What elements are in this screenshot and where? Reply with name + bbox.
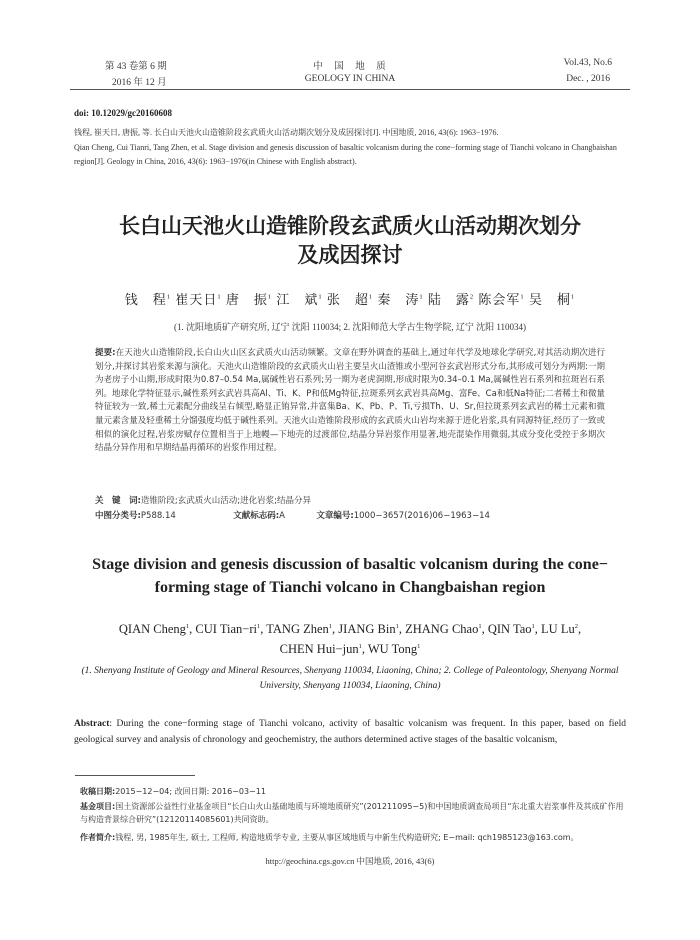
cn-title-line2: 及成因探讨 xyxy=(297,243,403,267)
cn-doc-label: 文献标志码: xyxy=(233,511,280,521)
cn-abstract xyxy=(95,347,605,456)
en-title-line2: forming stage of Tianchi volcano in Changbaishan region xyxy=(154,579,546,596)
cn-abstract-text: 在天池火山造锥阶段,长白山火山区玄武质火山活动频繁。文章在野外调查的基础上,通过年代学及地球化学研究,对其活动期次进行划分,并探讨其岩浆来源与演化。天池火山造锥阶段的玄武质火山岩主要呈火山渣锥或小型河谷玄武岩形式分布,其形成可划分为两期:一期为老房子小山期,形成时限为0.87–0.54 Ma,属碱性岩石系列;另一期为老虎洞期,形成时限为0.34–0.1 Ma,属碱性岩石系列和拉斑岩石系列。地球化学特征显示,碱性系列玄武岩具高Al、Ti、K、P和低Mg特征,拉斑系列玄武岩具高Mg、富Fe、Ca和低Na特征;二者稀土和微量特征较为一致,稀土元素配分曲线呈右倾型,略显正铕异常,并富集Ba、K、Pb、P、Ti,亏损Th、U、Sr,但拉斑系列玄武岩的稀土元素和微量元素含量及轻重稀土分馏强度均低于碱性系列。天池火山造锥阶段形成的玄武质火山岩均来源于进化岩浆,具有同源特征,经历了一致或相似的演化过程,岩浆房赋存位置相当于上地幔—下地壳的过渡部位,结晶分异岩浆作用显著,地壳混染作用微弱,其成分变化受控于多期次结晶分异作用和早期结晶再循环的岩浆作用过程。 xyxy=(95,348,605,454)
cn-keywords xyxy=(95,495,605,509)
en-abstract-label: Abstract xyxy=(74,719,110,729)
fund-value: 国土资源部公益性行业基金项目“长白山火山基础地质与环境地质研究”(201211095−5)和中国地质调查局项目“东北重大岩浆事件及其成矿作用与构造背景综合研究”(12120114085601)共同资助。 xyxy=(80,802,624,824)
cn-author: 秦 涛$^1$ xyxy=(377,292,424,307)
cn-article-label: 文章编号: xyxy=(316,511,354,521)
cn-class-label: 中图分类号: xyxy=(95,511,141,521)
footnote-author xyxy=(80,832,630,845)
en-affiliation: (1. Shenyang Institute of Geology and Mineral Resources, Shenyang 110034, Liaoning, China; 2. College of Paleontology, Shenyang Normal University, Shenyang 110034, Liaoning, China) xyxy=(81,666,619,691)
received-label: 收稿日期: xyxy=(80,787,116,796)
footnote-received xyxy=(80,786,630,799)
cn-keywords-label: 关 键 词: xyxy=(95,496,141,506)
doi: doi: 10.12029/gc20160608 xyxy=(74,108,172,118)
fund-label: 基金项目: xyxy=(80,802,116,811)
en-author: JIANG Bin$^1$, xyxy=(338,622,402,637)
cn-author: 江 斌$^1$ xyxy=(276,292,323,307)
en-author: CHEN Hui−jun$^1$, xyxy=(279,642,365,657)
en-title-line1: Stage division and genesis discussion of basaltic volcanism during the cone− xyxy=(92,556,608,573)
journal-name-cn: 中 国 地 质 xyxy=(313,62,387,72)
cn-article-value: 1000−3657(2016)06−1963−14 xyxy=(353,511,490,521)
en-author: QIN Tao$^1$, xyxy=(487,622,538,637)
cn-author: 陆 露$^2$ xyxy=(427,292,475,307)
footnote-rule xyxy=(75,775,195,776)
cn-class-value: P588.14 xyxy=(140,511,176,521)
received-value: 2015−12−04; 改回日期: 2016−03−11 xyxy=(115,787,266,796)
volume-issue-cn: 第 43 卷第 6 期 xyxy=(105,62,167,72)
en-author: QIAN Cheng$^1$, xyxy=(118,622,193,637)
en-author: ZHANG Chao$^1$, xyxy=(405,622,485,637)
cn-abstract-label: 提要: xyxy=(95,348,116,358)
volume-issue-en: Vol.43, No.6 xyxy=(563,58,612,68)
en-abstract xyxy=(74,716,626,748)
author-bio-label: 作者简介: xyxy=(80,833,116,842)
journal-name-en: GEOLOGY IN CHINA xyxy=(304,74,396,84)
citation-en: Qian Cheng, Cui Tianri, Tang Zhen, et al. Stage division and genesis discussion of basaltic volcanism during the cone−forming stage of Tianchi volcano in Changbaishan region[J]. Geology in China, 2016, 43(6): 1963−1976(in Chinese with English abstract). xyxy=(74,143,617,166)
en-author: CUI $Tian-ri^1$, xyxy=(195,622,264,637)
cn-author: 钱 程$^1$ xyxy=(124,292,172,307)
cn-author-list xyxy=(60,289,640,308)
en-author: TANG Zhen$^1$, xyxy=(266,622,336,637)
en-author: WU Tong$^1$ xyxy=(367,642,421,657)
cn-keywords-text: 造锥阶段;玄武质火山活动;进化岩浆;结晶分异 xyxy=(140,496,311,506)
cn-title-line1: 长白山天池火山造锥阶段玄武质火山活动期次划分 xyxy=(119,214,581,238)
header-rule xyxy=(70,89,630,90)
en-abstract-text: : During the cone−forming stage of Tianchi volcano, activity of basaltic volcanism was frequent. In this paper, based on field geological survey and analysis of chronology and geochemistry, the authors determined active stages of the basaltic volcanism, xyxy=(74,719,626,745)
cn-author: 吴 桐$^1$ xyxy=(528,292,576,307)
cn-author: 陈会军$^1$ xyxy=(478,292,525,307)
date-cn: 2016 年 12 月 xyxy=(112,78,167,88)
citation-cn: 钱程, 崔天日, 唐振, 等. 长白山天池火山造锥阶段玄武质火山活动期次划分及成因探讨[J]. 中国地质, 2016, 43(6): 1963−1976. xyxy=(74,128,499,137)
cn-author: 唐 振$^1$ xyxy=(225,292,273,307)
page-footer: http://geochina.cgs.gov.cn 中国地质, 2016, 43(6) xyxy=(265,856,435,866)
footnote-fund xyxy=(80,801,630,826)
cn-author: 张 超$^1$ xyxy=(326,292,374,307)
date-en: Dec. , 2016 xyxy=(566,74,610,84)
author-bio-value: 钱程, 男, 1985年生, 硕士, 工程师, 构造地质学专业, 主要从事区域地质与中新生代构造研究; E−mail: qch1985123@163.com。 xyxy=(115,833,579,842)
cn-author: 崔天日$^1$ xyxy=(175,292,222,307)
cn-affiliation: (1. 沈阳地质矿产研究所, 辽宁 沈阳 110034; 2. 沈阳师范大学古生物学院, 辽宁 沈阳 110034) xyxy=(173,322,527,332)
en-author-list-line2 xyxy=(70,637,630,659)
en-author-list-line1 xyxy=(70,617,630,639)
en-author: LU Lu$^2$, xyxy=(541,622,582,637)
cn-classification-row xyxy=(95,510,605,524)
cn-doc-value: A xyxy=(279,511,285,521)
